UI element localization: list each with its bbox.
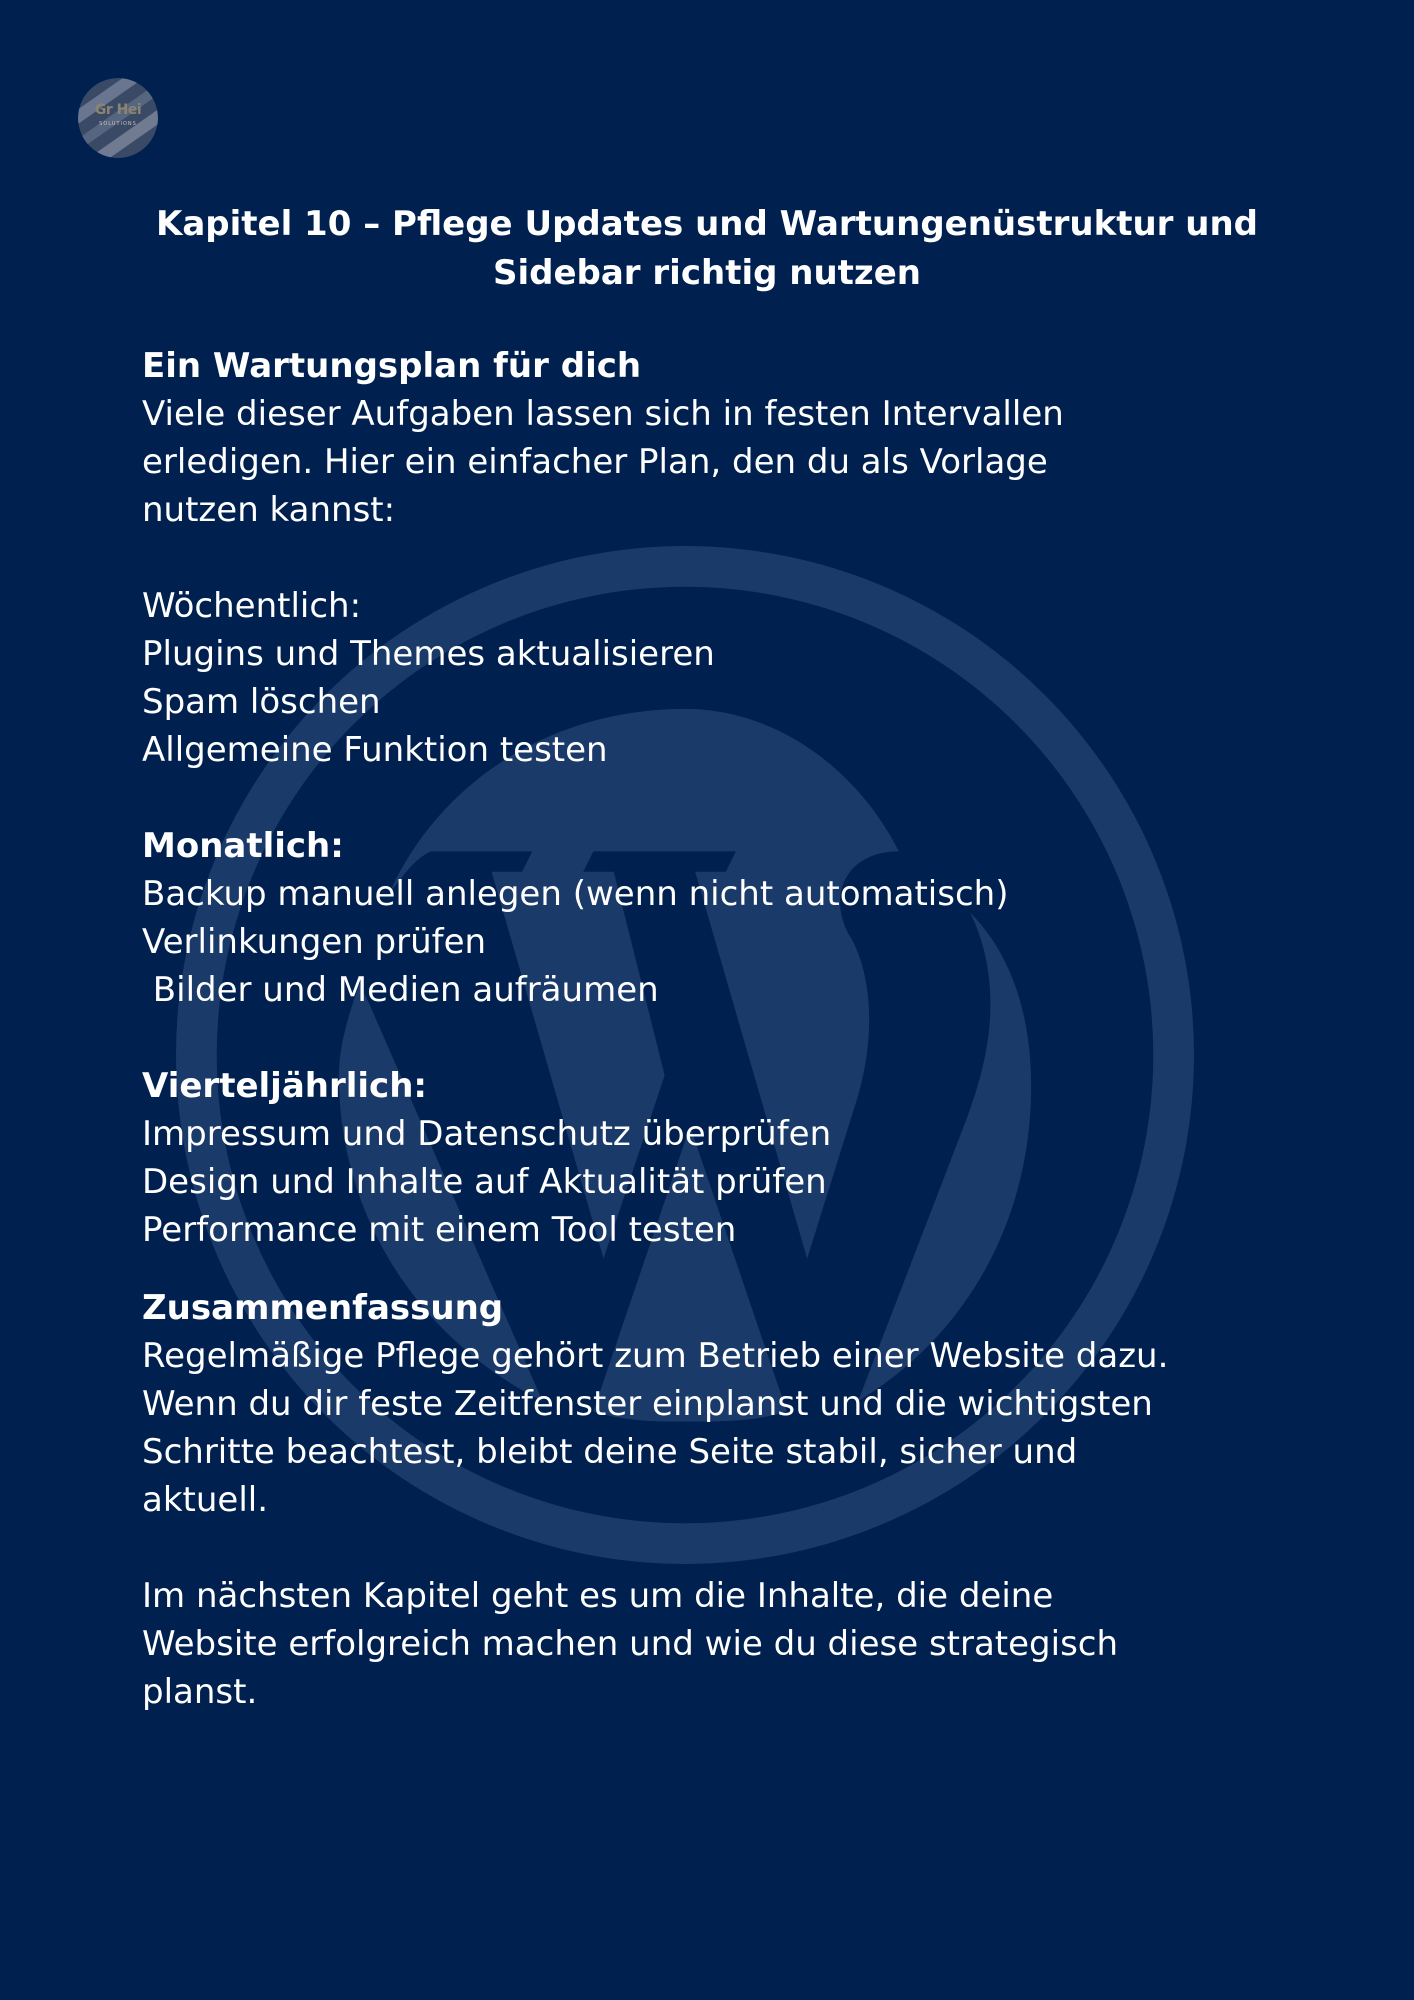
- paragraph-line: nutzen kannst:: [142, 490, 396, 530]
- quarterly-item: Design und Inhalte auf Aktualität prüfen: [142, 1162, 827, 1202]
- paragraph-line: Viele dieser Aufgaben lassen sich in festen Intervallen: [142, 394, 1064, 434]
- outro-line: planst.: [142, 1672, 258, 1712]
- paragraph-line: erledigen. Hier ein einfacher Plan, den du als Vorlage: [142, 442, 1048, 482]
- quarterly-item: Performance mit einem Tool testen: [142, 1210, 737, 1250]
- page-title-line-1: Kapitel 10 – Pflege Updates und Wartungenüstruktur und: [155, 204, 1259, 244]
- weekly-heading: Wöchentlich:: [142, 586, 362, 626]
- quarterly-heading: Vierteljährlich:: [142, 1066, 427, 1106]
- monthly-item: Verlinkungen prüfen: [142, 922, 487, 962]
- outro-line: Website erfolgreich machen und wie du diese strategisch: [142, 1624, 1119, 1664]
- monthly-item: Backup manuell anlegen (wenn nicht automatisch): [142, 874, 1009, 914]
- logo-text: Gr Hei: [94, 102, 142, 118]
- quarterly-item: Impressum und Datenschutz überprüfen: [142, 1114, 832, 1154]
- chapter-content: [142, 342, 1322, 1716]
- outro-line: Im nächsten Kapitel geht es um die Inhalte, die deine: [142, 1576, 1054, 1616]
- summary-heading: Zusammenfassung: [142, 1288, 504, 1328]
- weekly-item: Spam löschen: [142, 682, 381, 722]
- summary-line: Schritte beachtest, bleibt deine Seite stabil, sicher und: [142, 1432, 1078, 1472]
- monthly-item: Bilder und Medien aufräumen: [142, 970, 659, 1010]
- summary-line: aktuell.: [142, 1480, 269, 1520]
- summary-line: Wenn du dir feste Zeitfenster einplanst und die wichtigsten: [142, 1384, 1153, 1424]
- company-logo: [78, 78, 158, 158]
- section-heading-maintenance-plan: Ein Wartungsplan für dich: [142, 346, 642, 386]
- weekly-item: Allgemeine Funktion testen: [142, 730, 608, 770]
- page-title: [110, 200, 1304, 298]
- page-title-line-2: Sidebar richtig nutzen: [492, 253, 921, 293]
- weekly-item: Plugins und Themes aktualisieren: [142, 634, 715, 674]
- logo-subtext: SOLUTIONS: [99, 121, 137, 127]
- summary-line: Regelmäßige Pflege gehört zum Betrieb einer Website dazu.: [142, 1336, 1169, 1376]
- monthly-heading: Monatlich:: [142, 826, 344, 866]
